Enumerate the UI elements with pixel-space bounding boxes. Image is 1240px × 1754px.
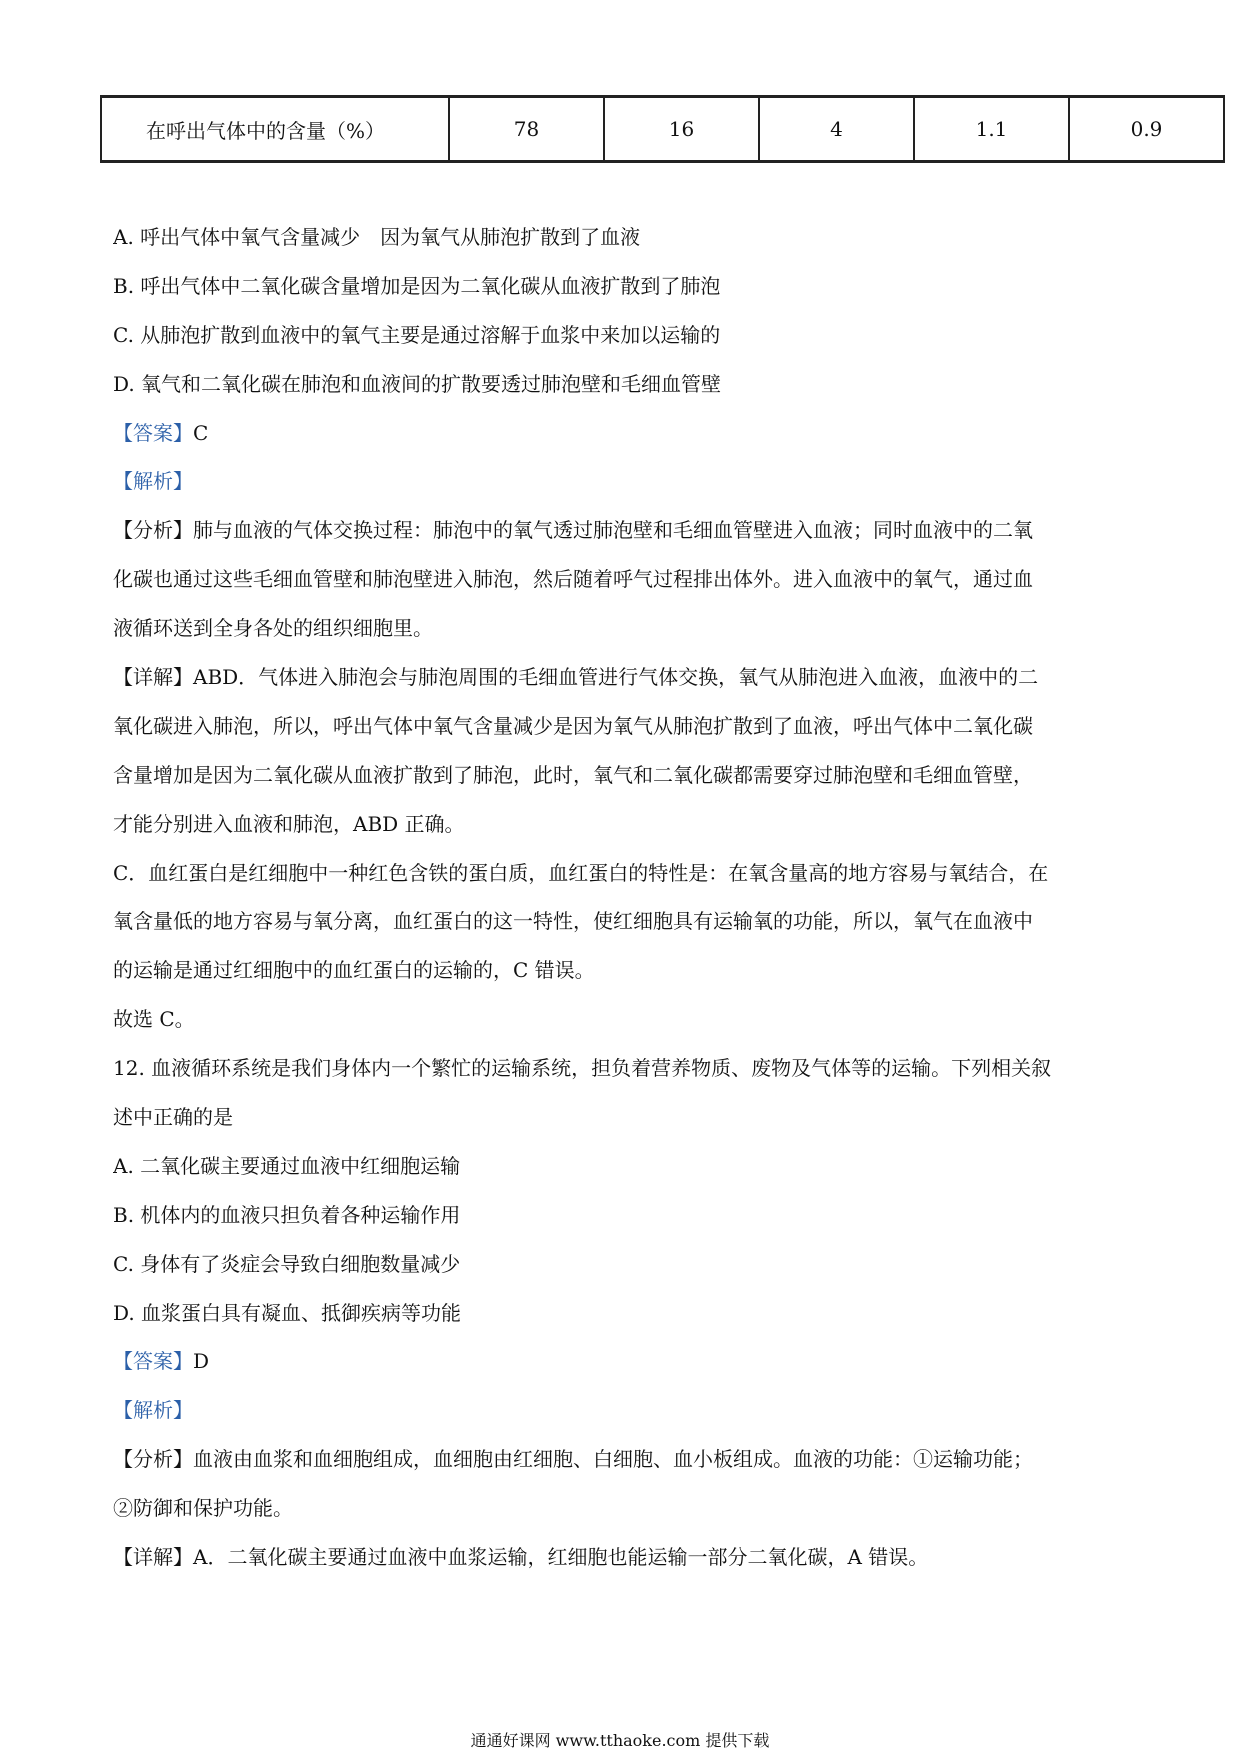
xiangjie-text: ABD．气体进入肺泡会与肺泡周围的毛细血管进行气体交换，氧气从肺泡进入血液，血液中的二 [193, 665, 1039, 690]
q12-fenxi-line: ②防御和保护功能。 [113, 1496, 293, 1521]
q12-option-c: C. 身体有了炎症会导致白细胞数量减少 [113, 1251, 461, 1276]
table-row [101, 97, 1224, 162]
q12-stem: 12. 血液循环系统是我们身体内一个繁忙的运输系统，担负着营养物质、废物及气体等的运输。下列相关叙 [113, 1056, 1052, 1081]
fenxi-text: 血液由血浆和血细胞组成，血细胞由红细胞、白细胞、血小板组成。血液的功能：①运输功能； [193, 1447, 1033, 1472]
q11-jiexi-heading [113, 457, 1133, 506]
page-footer: 通通好课网 www.tthaoke.com 提供下载 [470, 1731, 770, 1750]
q11-xiangjie-line: 含量增加是因为二氧化碳从血液扩散到了肺泡，此时，氧气和二氧化碳都需要穿过肺泡壁和毛细血管壁， [113, 762, 1033, 787]
value-cell: 0.9 [1069, 97, 1224, 162]
xiangjie-text: A．二氧化碳主要通过血液中血浆运输，红细胞也能运输一部分二氧化碳，A 错误。 [193, 1545, 929, 1570]
fenxi-tag: 【分析】 [113, 518, 193, 543]
q11-answer [113, 409, 1133, 458]
value-cell: 16 [604, 97, 759, 162]
q11-option-c: C. 从肺泡扩散到血液中的氧气主要是通过溶解于血浆中来加以运输的 [113, 322, 721, 347]
answer-tag: 【答案】 [113, 420, 193, 445]
q11-xiangjie-line: 才能分别进入血液和肺泡，ABD 正确。 [113, 811, 465, 836]
jiexi-tag: 【解析】 [113, 469, 193, 494]
q12-jiexi-heading [113, 1386, 1133, 1435]
value-cell: 78 [449, 97, 604, 162]
q12-option-a: A. 二氧化碳主要通过血液中红细胞运输 [113, 1153, 461, 1178]
q12-option-d: D. 血浆蛋白具有凝血、抵御疾病等功能 [113, 1300, 462, 1325]
document-body [113, 213, 1133, 1582]
row-label-cell: 在呼出气体中的含量（%） [101, 97, 449, 162]
q11-conclusion: 故选 C。 [113, 1007, 195, 1032]
q12-xiangjie-line [113, 1533, 1133, 1582]
q11-fenxi-line [113, 506, 1133, 555]
q11-option-d: D. 氧气和二氧化碳在肺泡和血液间的扩散要透过肺泡壁和毛细血管壁 [113, 371, 722, 396]
q11-option-a: A. 呼出气体中氧气含量减少 因为氧气从肺泡扩散到了血液 [113, 225, 641, 249]
xiangjie-tag: 【详解】 [113, 665, 193, 690]
xiangjie-tag: 【详解】 [113, 1545, 193, 1570]
q11-xiangjie-line: 氧化碳进入肺泡，所以，呼出气体中氧气含量减少是因为氧气从肺泡扩散到了血液，呼出气体中二氧化碳 [113, 713, 1033, 738]
q12-stem: 述中正确的是 [113, 1105, 233, 1130]
q11-fenxi-line: 化碳也通过这些毛细血管壁和肺泡壁进入肺泡，然后随着呼气过程排出体外。进入血液中的氧气，通过血 [113, 567, 1033, 592]
q12-answer [113, 1337, 1133, 1386]
answer-value: C [193, 420, 209, 445]
q11-option-b: B. 呼出气体中二氧化碳含量增加是因为二氧化碳从血液扩散到了肺泡 [113, 273, 721, 298]
q11-xiangjie-line [113, 653, 1133, 702]
answer-value: D [193, 1349, 210, 1374]
q11-xiangjie-line: 的运输是通过红细胞中的血红蛋白的运输的，C 错误。 [113, 958, 595, 983]
q12-option-b: B. 机体内的血液只担负着各种运输作用 [113, 1202, 461, 1227]
value-cell: 1.1 [914, 97, 1069, 162]
q11-xiangjie-line: C．血红蛋白是红细胞中一种红色含铁的蛋白质，血红蛋白的特性是：在氧含量高的地方容易与氧结合，在 [113, 860, 1049, 885]
jiexi-tag: 【解析】 [113, 1398, 193, 1423]
q12-fenxi-line [113, 1435, 1133, 1484]
answer-tag: 【答案】 [113, 1349, 193, 1374]
q11-fenxi-line: 液循环送到全身各处的组织细胞里。 [113, 616, 433, 641]
fenxi-tag: 【分析】 [113, 1447, 193, 1472]
fenxi-text: 肺与血液的气体交换过程：肺泡中的氧气透过肺泡壁和毛细血管壁进入血液；同时血液中的二氧 [193, 518, 1033, 543]
q11-xiangjie-line: 氧含量低的地方容易与氧分离，血红蛋白的这一特性，使红细胞具有运输氧的功能，所以，氧气在血液中 [113, 909, 1033, 934]
gas-content-table [100, 95, 1225, 163]
value-cell: 4 [759, 97, 914, 162]
